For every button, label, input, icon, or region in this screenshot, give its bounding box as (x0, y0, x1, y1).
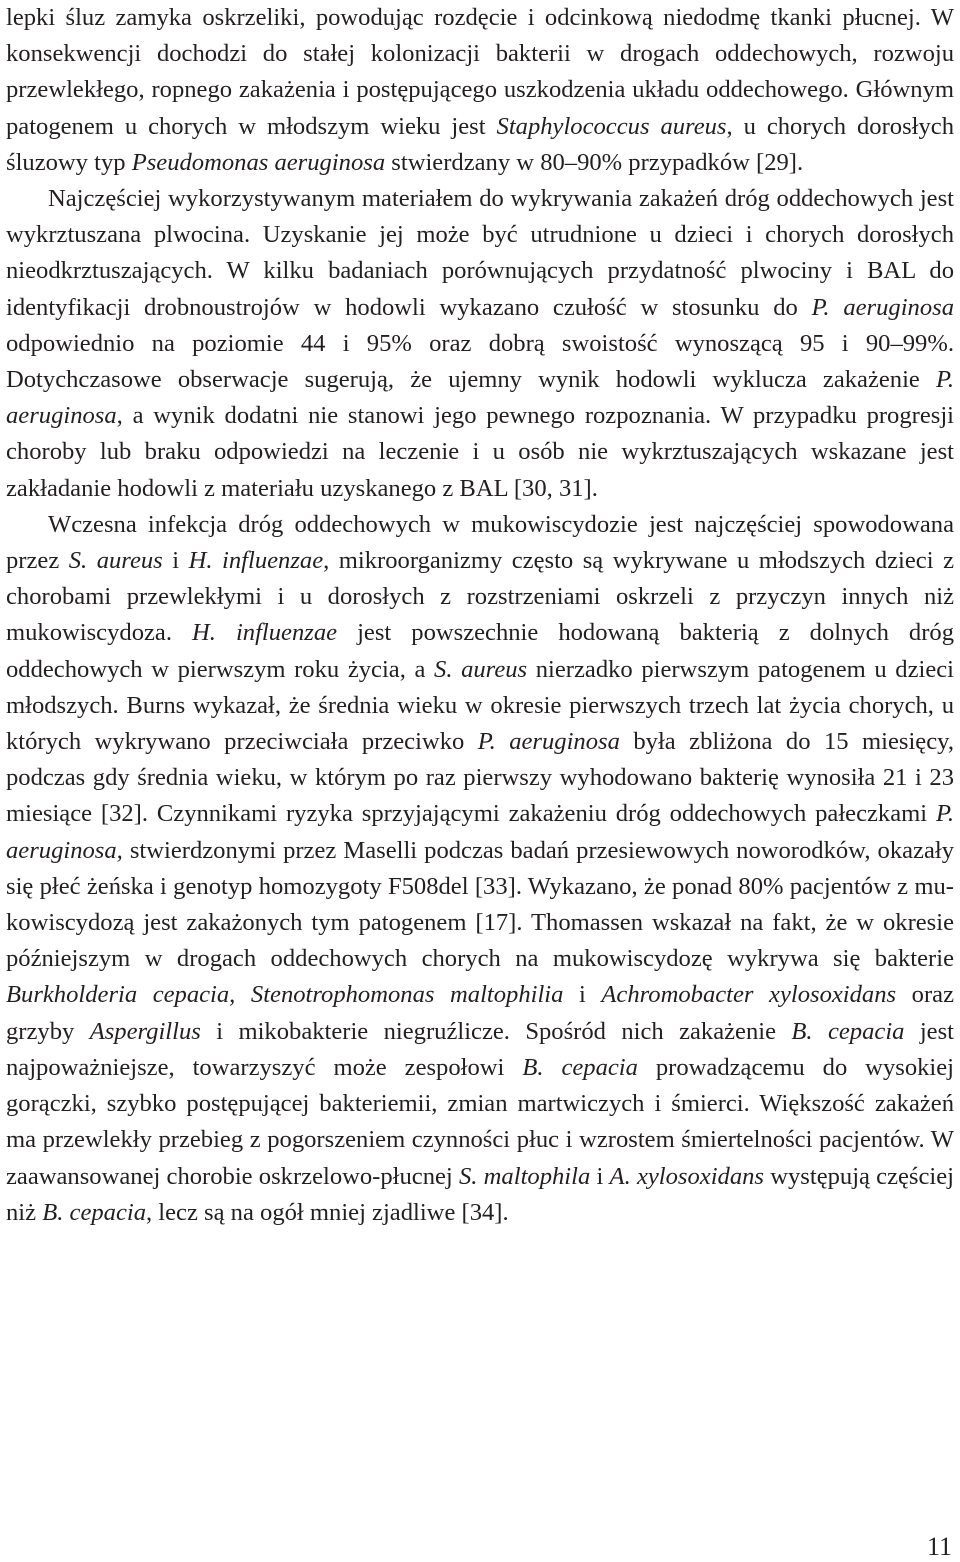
text-run: , lecz są na ogół mniej zjadliwe [34]. (146, 1198, 509, 1226)
text-run: Wczesna infekcja dróg oddechowych w mukowiscydozie jest najczęściej spowodowana przez (6, 510, 954, 575)
document-body (6, 0, 954, 1231)
italic-term: H. influenzae (188, 547, 324, 575)
italic-term: Aspergillus (89, 1017, 201, 1045)
italic-term: P. aeruginosa (477, 728, 620, 756)
text-run: Najczęściej wykorzystywanym materiałem do wykrywania zakażeń dróg oddechowych jest wykrztuszana plwocina. Uzyskanie jej może być utrudnione u dzieci i chorych dorosłych nieodkrztuszających. W kilku badaniach porównujących przydatność plwociny i BAL do identyfikacji drobnoustrojów w hodowli wykazano czułość w stosunku do (6, 185, 954, 321)
italic-term: P. aeruginosa (811, 293, 954, 321)
text-run: nierzadko pierwszym patogenem u dzieci młodszych. Burns wykazał, że średnia wieku w okresie pierwszych trzech lat życia chorych, u których wykrywano przeciwciała przeciwko (6, 655, 955, 756)
italic-term: S. aureus (68, 547, 163, 575)
italic-term: B. cepacia (791, 1017, 905, 1045)
text-run: stwierdzany w 80–90% przypadków [29]. (385, 148, 804, 176)
text-run: jest najpoważniejsze, towarzyszyć może zespołowi (6, 1017, 955, 1081)
text-run: , u chorych dorosłych śluzowy typ (6, 112, 954, 176)
text-run: , mikroorganizmy często są wykrywane u młodszych dzieci z chorobami przewlekłymi i u dorosłych z rozstrzeniami oskrzeli z przyczyn innych niż mukowiscydoza. (6, 547, 954, 647)
italic-term: P. aeruginosa (6, 366, 954, 430)
italic-term: H. influenzae (192, 619, 338, 647)
text-run: była zbliżona do 15 miesięcy, podczas gdy średnia wieku, w którym po raz pierwszy wyhodowano bakterię wynosiła 21 i 23 miesiące [32]. Czynnikami ryzyka sprzyjającymi zakażeniu dróg oddechowych pałeczkami (6, 728, 954, 828)
paragraph-1 (6, 0, 954, 181)
text-run: występują częściej niż (6, 1162, 954, 1226)
paragraph-2 (6, 181, 954, 507)
text-run: i (563, 981, 602, 1009)
text-run: i mikobakterie niegruźlicze. Spośród nich zakażenie (200, 1017, 792, 1045)
italic-term: P. aeruginosa, (6, 800, 954, 864)
text-run: jest powszechnie hodowaną bakterią z dolnych dróg oddechowych w pierwszym roku życia, a (6, 619, 954, 683)
text-run: odpowiednio na poziomie 44 i 95% oraz dobrą swoistość wynoszącą 95 i 90–99%. Dotychczasowe obserwacje sugerują, że ujemny wynik hodowli wyklucza zakażenie (6, 329, 954, 394)
italic-term: B. cepacia (42, 1198, 146, 1226)
text-run: prowadzącemu do wysokiej gorączki, szybko postępującej bakteriemii, zmian martwiczych i śmierci. Większość zakażeń ma przewlekły przebieg z pogorszeniem czynności płuc i wzrostem śmiertelności pacjentów. W zaawansowanej chorobie oskrzelowo-płucnej (6, 1053, 954, 1190)
text-run: i (162, 547, 189, 575)
italic-term: Achromobacter xylosoxidans (601, 981, 897, 1009)
italic-term: Pseudomonas aeruginosa (131, 148, 386, 176)
text-run: lepki śluz zamyka oskrzeliki, powodując rozdęcie i odcinkową niedodmę tkanki płucnej. W konsekwencji dochodzi do stałej kolonizacji bakterii w drogach oddechowych, rozwoju przewlekłego, ropnego zakażenia i postępującego uszkodzenia układu oddechowego. Głównym patogenem u chorych w młodszym wieku jest (6, 4, 954, 140)
italic-term: Burkholderia cepacia, Stenotrophomonas maltophilia (6, 981, 564, 1009)
text-run: oraz grzyby (6, 981, 954, 1045)
italic-term: B. cepacia (522, 1053, 638, 1081)
italic-term: Staphylococcus aureus (496, 112, 727, 140)
paragraph-3 (6, 507, 954, 1231)
text-run: , a wynik dodatni nie stanowi jego pewnego rozpoznania. W przypadku progresji choroby lub braku odpowiedzi na leczenie i u osób nie wykrztuszających wskazane jest zakładanie hodowli z materiału uzyskanego z BAL [30, 31]. (6, 402, 954, 502)
text-run: i (590, 1162, 610, 1190)
italic-term: A. xylosoxidans (609, 1162, 764, 1190)
text-run: stwierdzonymi przez Maselli podczas badań przesiewowych noworodków, okazały się płeć żeńska i genotyp homozygoty F508del [33]. Wykazano, że ponad 80% pacjentów z mukowiscydozą jest zakażonych tym patogenem [17]. Thomassen wskazał na fakt, że w okresie późniejszym w drogach oddechowych chorych na mukowiscydozę wykrywa się bakterie (6, 836, 954, 973)
italic-term: S. aureus (434, 655, 528, 683)
italic-term: S. maltophila (459, 1162, 591, 1190)
page-number: 11 (926, 1532, 952, 1561)
